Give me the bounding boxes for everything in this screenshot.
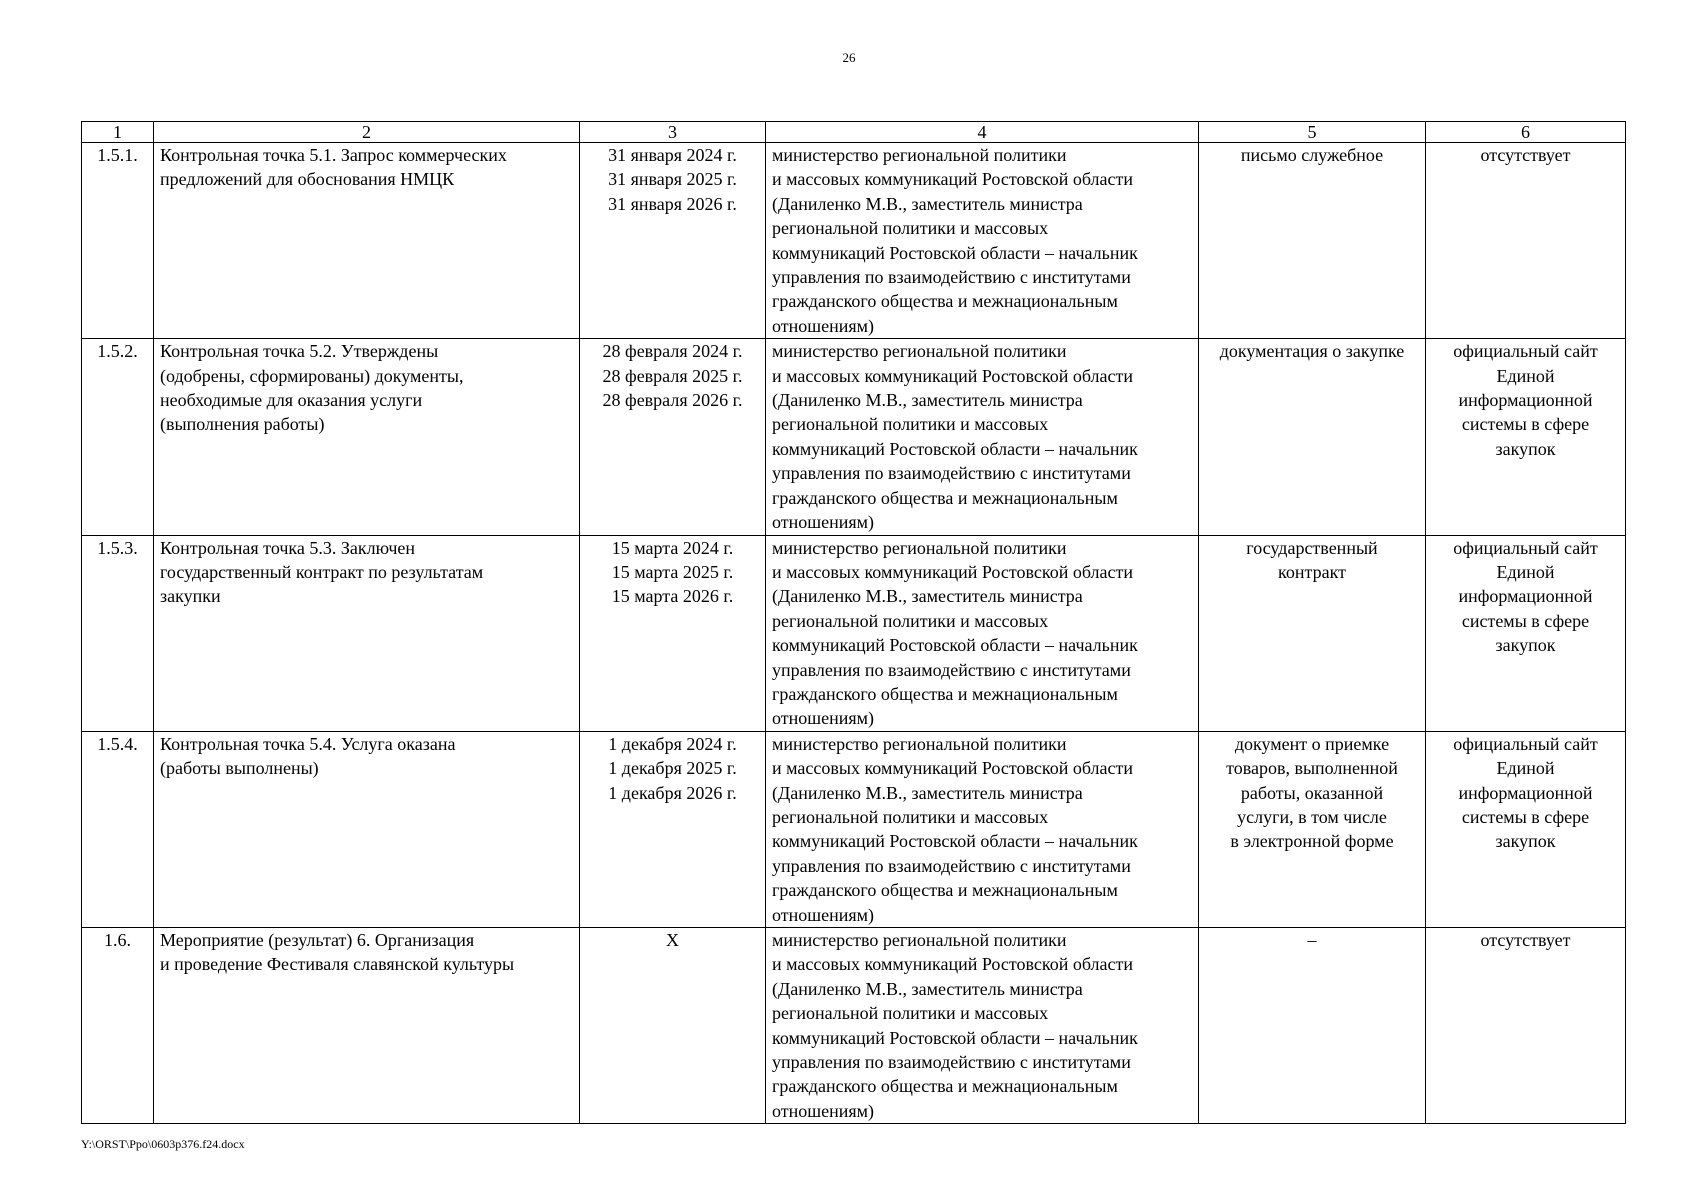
cell-text-line: министерство региональной политики [772, 930, 1067, 950]
cell-text-line: в электронной форме [1230, 831, 1394, 852]
cell-text-line: 15 марта 2025 г. [611, 561, 734, 582]
cell-text-line: официальный сайт [1453, 537, 1598, 558]
cell-text-line: министерство региональной политики [772, 341, 1067, 362]
cell-text-line: Контрольная точка 5.3. Заключен [160, 537, 416, 558]
cell-text-line: 15 марта 2026 г. [611, 586, 734, 607]
cell-text-line: документация о закупке [1219, 341, 1405, 362]
cell-text-line: услуги, в том числе [1237, 806, 1387, 827]
cell-text-line: Мероприятие (результат) 6. Организация [160, 930, 475, 950]
cell-text-line: и проведение Фестиваля славянской культуры [160, 954, 515, 975]
cell-text-line: коммуникаций Ростовской области – начальник [772, 831, 1138, 852]
responsible-cell [766, 339, 1199, 535]
cell-text-line: системы в сфере [1461, 610, 1590, 631]
event-name-cell [154, 928, 580, 1124]
deadline-cell [580, 143, 766, 339]
cell-text-line: отношениям) [772, 1100, 875, 1121]
cell-text-line: управления по взаимодействию с институтами [772, 855, 1131, 876]
cell-text-line: отношениям) [772, 904, 875, 925]
cell-text-line: государственный [1246, 537, 1378, 558]
info-system-cell [1426, 731, 1626, 927]
header-cell-6: 6 [1426, 122, 1626, 143]
cell-text-line: управления по взаимодействию с институтами [772, 1052, 1131, 1073]
cell-text-line: коммуникаций Ростовской области – начальник [772, 438, 1138, 459]
cell-text-line: закупки [160, 586, 221, 607]
header-cell-3: 3 [580, 122, 766, 143]
cell-text-line: гражданского общества и межнациональным [772, 880, 1118, 901]
cell-text-line: коммуникаций Ростовской области – начальник [772, 1027, 1138, 1048]
cell-text-line: гражданского общества и межнациональным [772, 291, 1118, 312]
file-path-footer: Y:\ORST\Ppo\0603p376.f24.docx [81, 1137, 245, 1151]
cell-text-line: Единой [1496, 561, 1555, 582]
table-row [82, 928, 1626, 1124]
cell-text-line: (выполнения работы) [160, 414, 325, 435]
document-type-cell [1199, 731, 1426, 927]
info-system-cell [1426, 928, 1626, 1124]
cell-text-line: министерство региональной политики [772, 733, 1067, 754]
cell-text-line: региональной политики и массовых [772, 218, 1049, 239]
cell-text-line: (Даниленко М.В., заместитель министра [772, 193, 1083, 214]
info-system-cell [1426, 143, 1626, 339]
cell-text-line: 28 февраля 2026 г. [602, 390, 743, 411]
cell-text-line: министерство региональной политики [772, 537, 1067, 558]
cell-text-line: и массовых коммуникаций Ростовской области [772, 954, 1134, 975]
cell-text-line: 1 декабря 2025 г. [608, 758, 737, 779]
cell-text-line: и массовых коммуникаций Ростовской области [772, 365, 1134, 386]
row-number-cell: 1.5.1. [82, 143, 154, 339]
row-number-cell: 1.5.2. [82, 339, 154, 535]
cell-text-line: и массовых коммуникаций Ростовской области [772, 169, 1134, 190]
event-name-cell [154, 339, 580, 535]
cell-text-line: Контрольная точка 5.1. Запрос коммерческих [160, 145, 507, 165]
cell-text-line: управления по взаимодействию с институтами [772, 463, 1131, 484]
cell-text-line: отсутствует [1480, 930, 1571, 950]
info-system-cell [1426, 339, 1626, 535]
deadline-cell [580, 731, 766, 927]
cell-text-line: 15 марта 2024 г. [611, 537, 734, 558]
responsible-cell [766, 143, 1199, 339]
document-type-cell [1199, 535, 1426, 731]
cell-text-line: Х [666, 930, 679, 950]
event-name-cell [154, 731, 580, 927]
document-type-cell [1199, 928, 1426, 1124]
cell-text-line: 31 января 2024 г. [608, 145, 737, 165]
plan-table [81, 121, 1626, 1124]
responsible-cell [766, 731, 1199, 927]
cell-text-line: информационной [1458, 782, 1593, 803]
cell-text-line: управления по взаимодействию с институтами [772, 659, 1131, 680]
cell-text-line: Контрольная точка 5.2. Утверждены [160, 341, 439, 362]
event-name-cell [154, 535, 580, 731]
cell-text-line: и массовых коммуникаций Ростовской области [772, 758, 1134, 779]
header-cell-4: 4 [766, 122, 1199, 143]
deadline-cell [580, 535, 766, 731]
table-header-row [82, 122, 1626, 143]
cell-text-line: государственный контракт по результатам [160, 561, 484, 582]
cell-text-line: Единой [1496, 365, 1555, 386]
cell-text-line: 1 декабря 2024 г. [608, 733, 737, 754]
cell-text-line: системы в сфере [1461, 806, 1590, 827]
cell-text-line: официальный сайт [1453, 733, 1598, 754]
row-number-cell: 1.6. [82, 928, 154, 1124]
document-type-cell [1199, 143, 1426, 339]
cell-text-line: региональной политики и массовых [772, 610, 1049, 631]
table-row [82, 339, 1626, 535]
cell-text-line: товаров, выполненной [1226, 758, 1398, 779]
header-cell-2: 2 [154, 122, 580, 143]
cell-text-line: контракт [1278, 561, 1346, 582]
cell-text-line: (Даниленко М.В., заместитель министра [772, 586, 1083, 607]
cell-text-line: региональной политики и массовых [772, 1003, 1049, 1024]
cell-text-line: закупок [1495, 831, 1556, 852]
cell-text-line: предложений для обоснования НМЦК [160, 169, 455, 190]
cell-text-line: работы, оказанной [1240, 782, 1384, 803]
cell-text-line: документ о приемке [1234, 733, 1390, 754]
cell-text-line: 1 декабря 2026 г. [608, 782, 737, 803]
cell-text-line: информационной [1458, 586, 1593, 607]
cell-text-line: отношениям) [772, 708, 875, 729]
responsible-cell [766, 928, 1199, 1124]
cell-text-line: гражданского общества и межнациональным [772, 1076, 1118, 1097]
row-number-cell: 1.5.4. [82, 731, 154, 927]
table-row [82, 535, 1626, 731]
cell-text-line: и массовых коммуникаций Ростовской области [772, 561, 1134, 582]
cell-text-line: – [1307, 930, 1317, 950]
cell-text-line: закупок [1495, 438, 1556, 459]
cell-text-line: необходимые для оказания услуги [160, 390, 423, 411]
responsible-cell [766, 535, 1199, 731]
cell-text-line: системы в сфере [1461, 414, 1590, 435]
cell-text-line: Контрольная точка 5.4. Услуга оказана [160, 733, 456, 754]
info-system-cell [1426, 535, 1626, 731]
deadline-cell [580, 339, 766, 535]
event-name-cell [154, 143, 580, 339]
cell-text-line: коммуникаций Ростовской области – начальник [772, 242, 1138, 263]
cell-text-line: коммуникаций Ростовской области – начальник [772, 635, 1138, 656]
cell-text-line: региональной политики и массовых [772, 806, 1049, 827]
cell-text-line: официальный сайт [1453, 341, 1598, 362]
cell-text-line: (одобрены, сформированы) документы, [160, 365, 464, 386]
cell-text-line: управления по взаимодействию с институтами [772, 267, 1131, 288]
cell-text-line: 28 февраля 2025 г. [602, 365, 743, 386]
deadline-cell [580, 928, 766, 1124]
cell-text-line: гражданского общества и межнациональным [772, 487, 1118, 508]
cell-text-line: информационной [1458, 390, 1593, 411]
cell-text-line: министерство региональной политики [772, 145, 1067, 165]
cell-text-line: (работы выполнены) [160, 758, 319, 779]
header-cell-1: 1 [82, 122, 154, 143]
document-type-cell [1199, 339, 1426, 535]
table-row [82, 143, 1626, 339]
cell-text-line: отношениям) [772, 315, 875, 336]
header-cell-5: 5 [1199, 122, 1426, 143]
cell-text-line: (Даниленко М.В., заместитель министра [772, 782, 1083, 803]
cell-text-line: (Даниленко М.В., заместитель министра [772, 390, 1083, 411]
cell-text-line: 31 января 2025 г. [608, 169, 737, 190]
table-row [82, 731, 1626, 927]
cell-text-line: гражданского общества и межнациональным [772, 683, 1118, 704]
page-number: 26 [842, 50, 856, 65]
cell-text-line: Единой [1496, 758, 1555, 779]
cell-text-line: (Даниленко М.В., заместитель министра [772, 978, 1083, 999]
cell-text-line: региональной политики и массовых [772, 414, 1049, 435]
cell-text-line: письмо служебное [1240, 145, 1384, 165]
row-number-cell: 1.5.3. [82, 535, 154, 731]
cell-text-line: отношениям) [772, 512, 875, 533]
table-body [82, 122, 1626, 1124]
cell-text-line: отсутствует [1480, 145, 1571, 165]
cell-text-line: 28 февраля 2024 г. [602, 341, 743, 362]
cell-text-line: 31 января 2026 г. [608, 193, 737, 214]
cell-text-line: закупок [1495, 635, 1556, 656]
